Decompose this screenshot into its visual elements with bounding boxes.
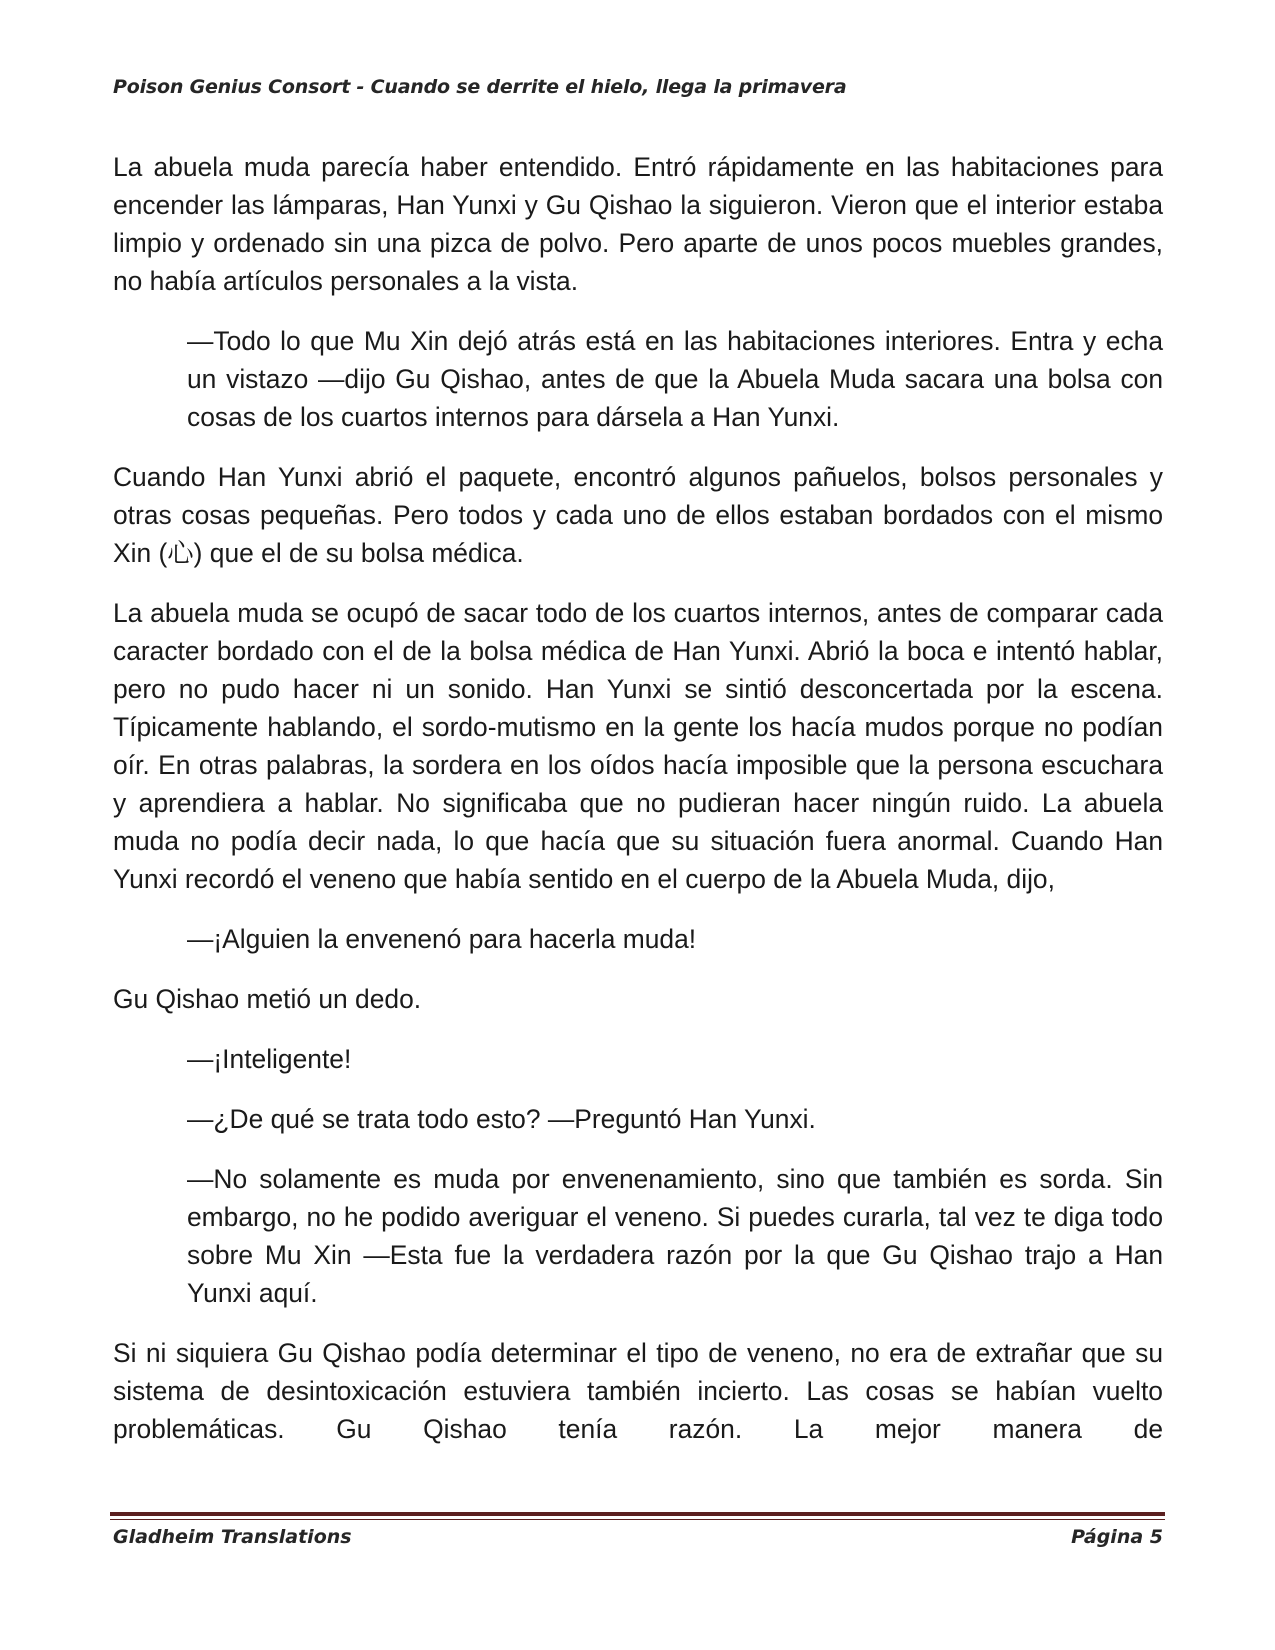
paragraph-narration: Cuando Han Yunxi abrió el paquete, encontró algunos pañuelos, bolsos personales y otras cosas pequeñas. Pero todos y cada uno de ellos estaban bordados con el mismo Xin (心) que el de su bolsa médica.	[113, 462, 1163, 568]
footer-rule-thin	[110, 1519, 1165, 1520]
running-header: Poison Genius Consort - Cuando se derrite el hielo, llega la primavera	[113, 76, 847, 98]
page-number: Página 5	[1071, 1526, 1163, 1548]
paragraph-narration: La abuela muda parecía haber entendido. Entró rápidamente en las habitaciones para encender las lámparas, Han Yunxi y Gu Qishao la siguieron. Vieron que el interior estaba limpio y ordenado sin una pizca de polvo. Pero aparte de unos pocos muebles grandes, no había artículos personales a la vista.	[113, 152, 1163, 296]
paragraph-dialogue: —¡Inteligente!	[187, 1044, 352, 1074]
paragraph-narration: Si ni siquiera Gu Qishao podía determinar el tipo de veneno, no era de extrañar que su sistema de desintoxicación estuviera también incierto. Las cosas se habían vuelto problemáticas. Gu Qishao tenía razón. La mejor manera de	[113, 1338, 1163, 1444]
paragraph-dialogue: —¡Alguien la envenenó para hacerla muda!	[187, 924, 697, 954]
paragraph-dialogue: —No solamente es muda por envenenamiento, sino que también es sorda. Sin embargo, no he podido averiguar el veneno. Si puedes curarla, tal vez te diga todo sobre Mu Xin —Esta fue la verdadera razón por la que Gu Qishao trajo a Han Yunxi aquí.	[187, 1164, 1163, 1308]
footer-credit: Gladheim Translations	[113, 1526, 352, 1548]
paragraph-dialogue: —¿De qué se trata todo esto? —Preguntó Han Yunxi.	[187, 1104, 816, 1134]
paragraph-narration: Gu Qishao metió un dedo.	[113, 984, 422, 1014]
body-text	[113, 148, 1163, 1470]
paragraph-narration: La abuela muda se ocupó de sacar todo de los cuartos internos, antes de comparar cada caracter bordado con el de la bolsa médica de Han Yunxi. Abrió la boca e intentó hablar, pero no pudo hacer ni un sonido. Han Yunxi se sintió desconcertada por la escena. Típicamente hablando, el sordo-mutismo en la gente los hacía mudos porque no podían oír. En otras palabras, la sordera en los oídos hacía imposible que la persona escuchara y aprendiera a hablar. No significaba que no pudieran hacer ningún ruido. La abuela muda no podía decir nada, lo que hacía que su situación fuera anormal. Cuando Han Yunxi recordó el veneno que había sentido en el cuerpo de la Abuela Muda, dijo,	[113, 598, 1163, 894]
footer-rule	[110, 1512, 1165, 1516]
paragraph-dialogue: —Todo lo que Mu Xin dejó atrás está en las habitaciones interiores. Entra y echa un vistazo —dijo Gu Qishao, antes de que la Abuela Muda sacara una bolsa con cosas de los cuartos internos para dársela a Han Yunxi.	[187, 326, 1163, 432]
